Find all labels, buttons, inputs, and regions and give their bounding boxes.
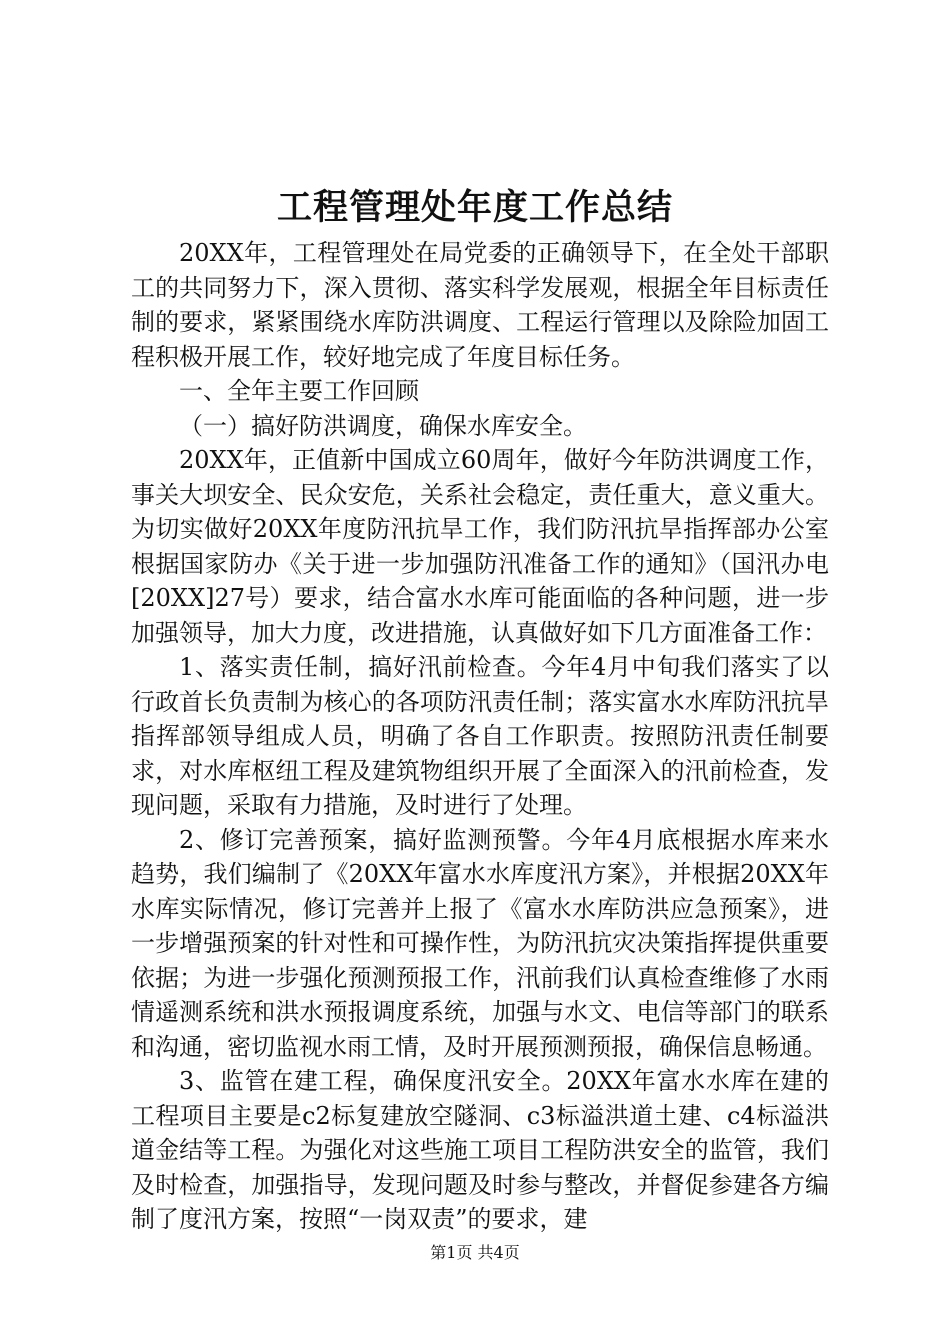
subsection-heading: （一）搞好防洪调度，确保水库安全。: [179, 411, 587, 440]
document-title: 工程管理处年度工作总结: [276, 187, 673, 228]
paragraph-item-3: 3、监管在建工程，确保度汛安全。20XX年富水水库在建的工程项目主要是c2标复建放空隧洞、c3标溢洪道土建、c4标溢洪道金结等工程。为强化对这些施工项目工程防洪安全的监管，我们及时检查，加强指导，发现问题及时参与整改，并督促参建各方编制了度汛方案，按照“一岗双责”的要求，建: [131, 1067, 829, 1233]
paragraph-item-1: 1、落实责任制，搞好汛前检查。今年4月中旬我们落实了以行政首长负责制为核心的各项防汛责任制；落实富水水库防汛抗旱指挥部领导组成人员，明确了各自工作职责。按照防汛责任制要求，对水库枢纽工程及建筑物组织开展了全面深入的汛前检查，发现问题，采取有力措施，及时进行了处理。: [131, 653, 829, 819]
paragraph-item-2: 2、修订完善预案，搞好监测预警。今年4月底根据水库来水趋势，我们编制了《20XX年富水水库度汛方案》，并根据20XX年水库实际情况，修订完善并上报了《富水水库防洪应急预案》，进一步增强预案的针对性和可操作性，为防汛抗灾决策指挥提供重要依据；为进一步强化预测预报工作，汛前我们认真检查维修了水雨情遥测系统和洪水预报调度系统，加强与水文、电信等部门的联系和沟通，密切监视水雨工情，及时开展预测预报，确保信息畅通。: [131, 825, 829, 1061]
page-footer: 第1页 共4页: [430, 1243, 520, 1262]
paragraph-intro: 20XX年，工程管理处在局党委的正确领导下，在全处干部职工的共同努力下，深入贯彻、落实科学发展观，根据全年目标责任制的要求，紧紧围绕水库防洪调度、工程运行管理以及除险加固工程积极开展工作，较好地完成了年度目标任务。: [131, 239, 829, 371]
document-body: [131, 236, 829, 1237]
paragraph-flood-control: 20XX年，正值新中国成立60周年，做好今年防洪调度工作，事关大坝安全、民众安危，关系社会稳定，责任重大，意义重大。为切实做好20XX年度防汛抗旱工作，我们防汛抗旱指挥部办公室根据国家防办《关于进一步加强防汛准备工作的通知》（国汛办电[20XX]27号）要求，结合富水水库可能面临的各种问题，进一步加强领导，加大力度，改进措施，认真做好如下几方面准备工作：: [131, 446, 829, 647]
section-heading: 一、全年主要工作回顾: [179, 377, 419, 405]
